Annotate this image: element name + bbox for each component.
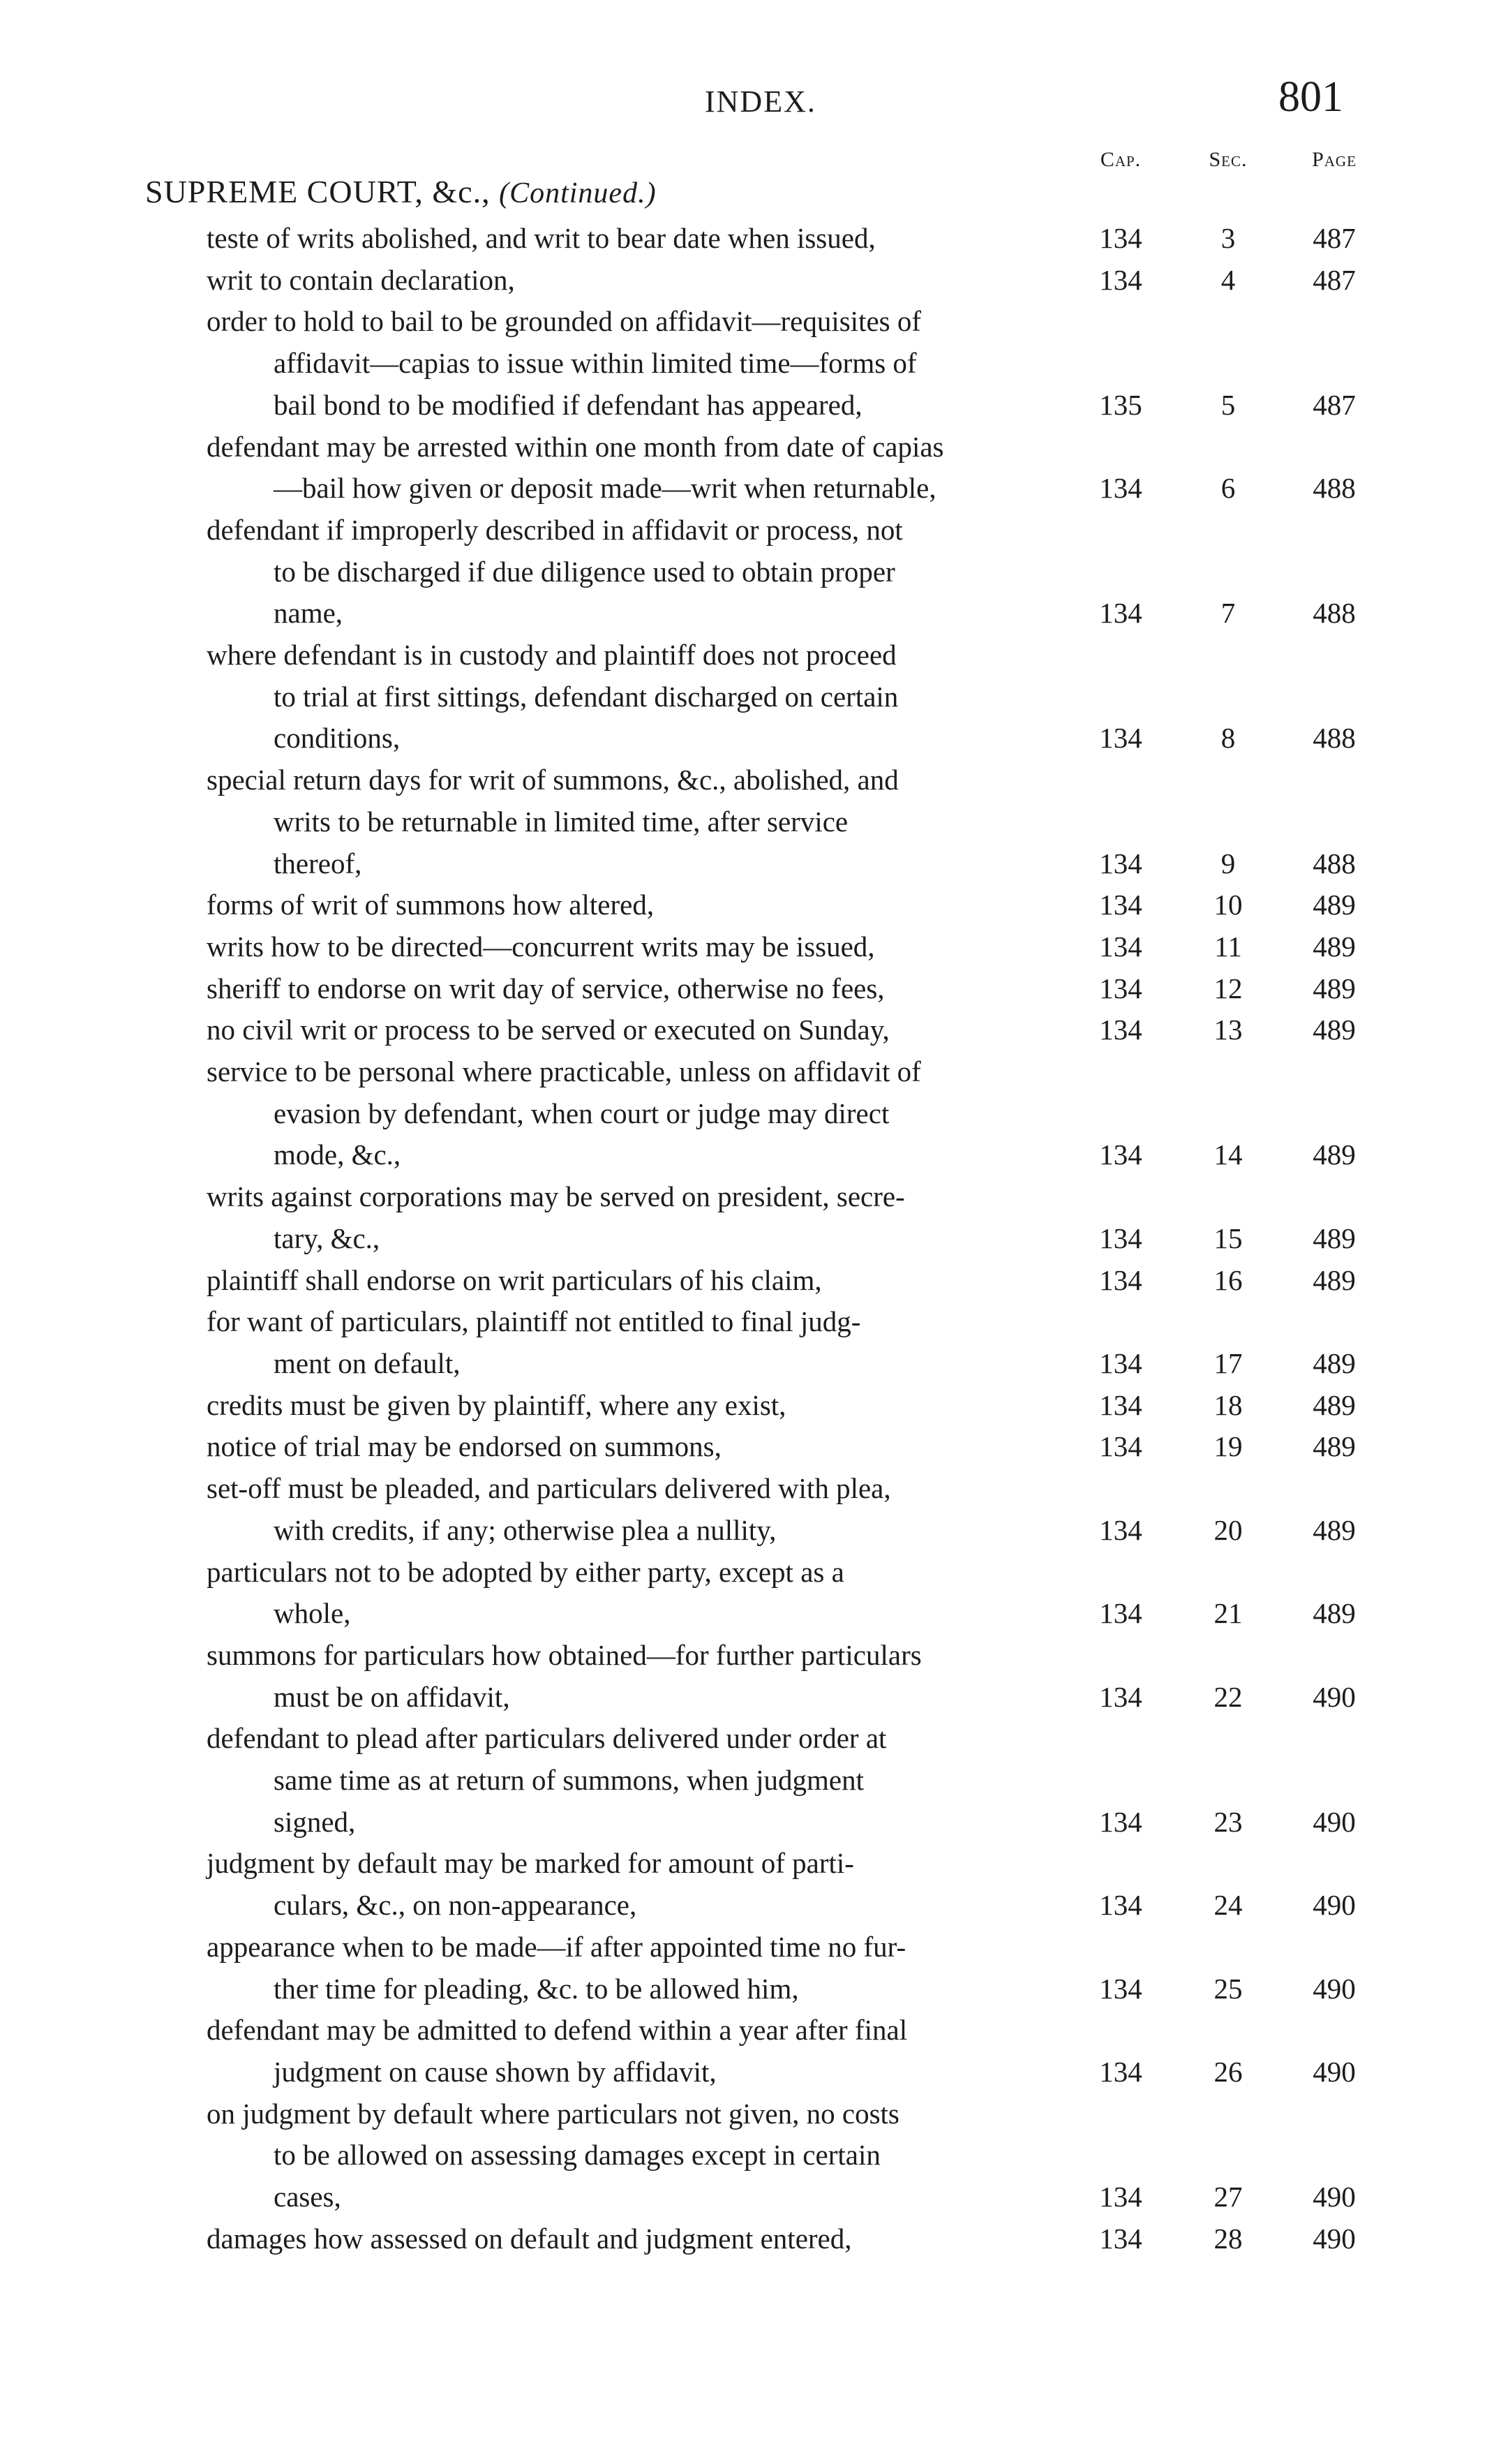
entry-page: 489 <box>1313 1263 1356 1296</box>
entry-page: 488 <box>1313 722 1356 755</box>
entry-sec: 14 <box>1214 1138 1243 1171</box>
entry-line: tary, &c., <box>274 1222 380 1254</box>
entry-line: to be allowed on assessing damages except in certain <box>274 2139 881 2172</box>
entry-sec: 16 <box>1214 1263 1243 1296</box>
index-entry <box>0 301 1501 426</box>
entry-page: 490 <box>1313 1972 1356 2005</box>
entry-line: writs how to be directed—concurrent writs may be issued, <box>207 930 875 963</box>
entry-line: sheriff to endorse on writ day of service, otherwise no fees, <box>207 972 885 1004</box>
entry-cap: 134 <box>1099 472 1142 505</box>
entry-cap: 134 <box>1099 263 1142 296</box>
entry-sec: 23 <box>1214 1805 1243 1838</box>
entry-sec: 27 <box>1214 2181 1243 2213</box>
entry-line: conditions, <box>274 722 401 755</box>
index-entry <box>0 1843 1501 1926</box>
entry-page: 487 <box>1313 388 1356 421</box>
entry-line: on judgment by default where particulars not given, no costs <box>207 2097 899 2130</box>
entry-sec: 5 <box>1220 388 1236 421</box>
entry-page: 488 <box>1313 472 1356 505</box>
entry-line: cases, <box>274 2181 341 2213</box>
entry-line: forms of writ of summons how altered, <box>207 889 655 921</box>
entry-line: defendant may be admitted to defend within a year after final <box>207 2014 908 2047</box>
entry-references <box>0 1802 1501 1843</box>
index-entry <box>0 926 1501 968</box>
entry-references <box>0 1510 1501 1552</box>
entry-line: damages how assessed on default and judgment entered, <box>207 2222 852 2255</box>
entry-page: 488 <box>1313 597 1356 630</box>
index-entry <box>0 1385 1501 1427</box>
entry-line: to be discharged if due diligence used to obtain proper <box>274 555 895 588</box>
entry-page: 488 <box>1313 847 1356 880</box>
entry-page: 489 <box>1313 1513 1356 1546</box>
entry-sec: 10 <box>1214 889 1243 921</box>
entry-line: where defendant is in custody and plaintiff does not proceed <box>207 639 897 671</box>
entry-sec: 22 <box>1214 1680 1243 1713</box>
section-continued: (Continued.) <box>499 177 657 209</box>
entry-line: —bail how given or deposit made—writ when returnable, <box>274 472 936 505</box>
entry-line: special return days for writ of summons, &c., abolished, and <box>207 764 899 796</box>
entry-references <box>0 1593 1501 1635</box>
index-entry <box>0 1301 1501 1384</box>
entry-line: no civil writ or process to be served or executed on Sunday, <box>207 1014 890 1046</box>
entry-sec: 12 <box>1214 972 1243 1004</box>
entry-references <box>0 968 1501 1010</box>
entry-references <box>0 1885 1501 1927</box>
index-entries <box>0 218 1501 2259</box>
entry-references <box>0 260 1501 302</box>
entry-references <box>0 926 1501 968</box>
entry-page: 490 <box>1313 2222 1356 2255</box>
entry-cap: 134 <box>1099 222 1142 255</box>
entry-line: order to hold to bail to be grounded on affidavit—requisites of <box>207 305 922 338</box>
entry-references <box>0 1009 1501 1051</box>
index-entry <box>0 510 1501 634</box>
entry-cap: 134 <box>1099 1014 1142 1046</box>
entry-references <box>0 1260 1501 1302</box>
entry-line: appearance when to be made—if after appointed time no fur- <box>207 1930 906 1963</box>
entry-references <box>0 1385 1501 1427</box>
entry-references <box>0 1134 1501 1176</box>
entry-line: mode, &c., <box>274 1138 401 1171</box>
entry-line: culars, &c., on non-appearance, <box>274 1889 637 1922</box>
entry-sec: 25 <box>1214 1972 1243 2005</box>
column-header-cap: Cap. <box>1100 148 1142 171</box>
entry-sec: 24 <box>1214 1889 1243 1922</box>
entry-line: teste of writs abolished, and writ to bear date when issued, <box>207 222 876 254</box>
entry-page: 490 <box>1313 2181 1356 2213</box>
entry-cap: 134 <box>1099 1263 1142 1296</box>
index-entry <box>0 884 1501 926</box>
entry-line: judgment by default may be marked for amount of parti- <box>207 1847 854 1880</box>
column-header-sec: Sec. <box>1209 148 1248 171</box>
entry-line: service to be personal where practicable, unless on affidavit of <box>207 1055 921 1088</box>
entry-cap: 134 <box>1099 1680 1142 1713</box>
entry-line: same time as at return of summons, when judgment <box>274 1764 865 1797</box>
entry-cap: 134 <box>1099 1805 1142 1838</box>
entry-references <box>0 2051 1501 2093</box>
entry-page: 487 <box>1313 263 1356 296</box>
entry-cap: 134 <box>1099 2181 1142 2213</box>
section-heading-text: SUPREME COURT, &c., <box>145 174 491 209</box>
entry-line: writs to be returnable in limited time, after service <box>274 805 849 838</box>
entry-page: 490 <box>1313 1889 1356 1922</box>
entry-cap: 134 <box>1099 2222 1142 2255</box>
entry-page: 490 <box>1313 1805 1356 1838</box>
entry-cap: 134 <box>1099 1972 1142 2005</box>
entry-references <box>0 1968 1501 2010</box>
entry-cap: 134 <box>1099 2055 1142 2088</box>
entry-cap: 134 <box>1099 1222 1142 1254</box>
entry-sec: 9 <box>1220 847 1236 880</box>
entry-cap: 134 <box>1099 1430 1142 1463</box>
entry-page: 489 <box>1313 889 1356 921</box>
entry-line: affidavit—capias to issue within limited time—forms of <box>274 347 917 380</box>
index-entry <box>0 1051 1501 1176</box>
entry-line: credits must be given by plaintiff, where any exist, <box>207 1388 786 1421</box>
entry-references <box>0 468 1501 510</box>
entry-sec: 11 <box>1214 930 1242 963</box>
entry-cap: 134 <box>1099 1138 1142 1171</box>
index-entry <box>0 1009 1501 1051</box>
page-title: INDEX. <box>705 84 816 119</box>
entry-line: whole, <box>274 1597 351 1630</box>
entry-references <box>0 1426 1501 1468</box>
entry-page: 489 <box>1313 1347 1356 1379</box>
index-entry <box>0 218 1501 260</box>
entry-sec: 20 <box>1214 1513 1243 1546</box>
entry-sec: 17 <box>1214 1347 1243 1379</box>
index-entry <box>0 1260 1501 1302</box>
index-entry <box>0 968 1501 1010</box>
entry-line: plaintiff shall endorse on writ particulars of his claim, <box>207 1263 822 1296</box>
entry-line: with credits, if any; otherwise plea a nullity, <box>274 1513 777 1546</box>
index-entry <box>0 2218 1501 2260</box>
entry-cap: 134 <box>1099 930 1142 963</box>
index-entry <box>0 634 1501 759</box>
entry-page: 490 <box>1313 1680 1356 1713</box>
entry-references <box>0 218 1501 260</box>
entry-cap: 135 <box>1099 388 1142 421</box>
entry-cap: 134 <box>1099 1513 1142 1546</box>
entry-page: 489 <box>1313 972 1356 1004</box>
entry-sec: 6 <box>1220 472 1236 505</box>
entry-references <box>0 2176 1501 2218</box>
index-entry <box>0 2010 1501 2093</box>
entry-cap: 134 <box>1099 847 1142 880</box>
index-entry <box>0 759 1501 884</box>
index-entry <box>0 1426 1501 1468</box>
index-entry <box>0 1718 1501 1843</box>
index-entry <box>0 1176 1501 1259</box>
entry-page: 489 <box>1313 1388 1356 1421</box>
entry-page: 489 <box>1313 1222 1356 1254</box>
entry-page: 489 <box>1313 930 1356 963</box>
entry-line: writs against corporations may be served on president, secre- <box>207 1180 905 1213</box>
entry-line: to trial at first sittings, defendant discharged on certain <box>274 680 899 713</box>
entry-line: notice of trial may be endorsed on summons, <box>207 1430 722 1463</box>
entry-line: thereof, <box>274 847 362 880</box>
entry-page: 487 <box>1313 222 1356 255</box>
entry-line: defendant may be arrested within one month from date of capias <box>207 430 944 463</box>
index-entry <box>0 260 1501 302</box>
index-entry <box>0 1635 1501 1718</box>
entry-sec: 15 <box>1214 1222 1243 1254</box>
entry-references <box>0 385 1501 426</box>
entry-line: defendant if improperly described in affidavit or process, not <box>207 513 903 546</box>
index-entry <box>0 1552 1501 1635</box>
entry-sec: 21 <box>1214 1597 1243 1630</box>
entry-line: writ to contain declaration, <box>207 263 515 296</box>
entry-line: defendant to plead after particulars delivered under order at <box>207 1722 887 1755</box>
column-header-page: Page <box>1312 148 1357 171</box>
entry-references <box>0 1677 1501 1719</box>
entry-references <box>0 1218 1501 1260</box>
entry-cap: 134 <box>1099 1388 1142 1421</box>
entry-cap: 134 <box>1099 1597 1142 1630</box>
entry-references <box>0 1343 1501 1385</box>
section-heading <box>145 173 657 210</box>
entry-cap: 134 <box>1099 972 1142 1004</box>
entry-sec: 19 <box>1214 1430 1243 1463</box>
entry-line: summons for particulars how obtained—for further particulars <box>207 1638 922 1671</box>
entry-sec: 13 <box>1214 1014 1243 1046</box>
entry-cap: 134 <box>1099 1889 1142 1922</box>
entry-sec: 4 <box>1220 263 1236 296</box>
entry-page: 489 <box>1313 1014 1356 1046</box>
page-number: 801 <box>1278 73 1343 121</box>
index-entry <box>0 1927 1501 2010</box>
index-entry <box>0 2093 1501 2218</box>
entry-page: 490 <box>1313 2055 1356 2088</box>
entry-line: particulars not to be adopted by either party, except as a <box>207 1555 844 1588</box>
entry-cap: 134 <box>1099 1347 1142 1379</box>
entry-sec: 7 <box>1220 597 1236 630</box>
entry-sec: 3 <box>1220 222 1236 255</box>
entry-cap: 134 <box>1099 597 1142 630</box>
entry-sec: 18 <box>1214 1388 1243 1421</box>
entry-references <box>0 884 1501 926</box>
entry-cap: 134 <box>1099 722 1142 755</box>
entry-sec: 28 <box>1214 2222 1243 2255</box>
entry-line: judgment on cause shown by affidavit, <box>274 2055 717 2088</box>
entry-page: 489 <box>1313 1138 1356 1171</box>
entry-cap: 134 <box>1099 889 1142 921</box>
entry-references <box>0 2218 1501 2260</box>
entry-line: ment on default, <box>274 1346 461 1379</box>
entry-line: set-off must be pleaded, and particulars delivered with plea, <box>207 1472 891 1505</box>
entry-line: evasion by defendant, when court or judge may direct <box>274 1097 890 1129</box>
entry-sec: 26 <box>1214 2055 1243 2088</box>
entry-line: for want of particulars, plaintiff not entitled to final judg- <box>207 1305 861 1338</box>
entry-page: 489 <box>1313 1597 1356 1630</box>
entry-references <box>0 843 1501 885</box>
entry-references <box>0 718 1501 759</box>
entry-page: 489 <box>1313 1430 1356 1463</box>
index-entry <box>0 1468 1501 1551</box>
index-entry <box>0 426 1501 510</box>
entry-line: ther time for pleading, &c. to be allowed him, <box>274 1972 799 2005</box>
entry-line: must be on affidavit, <box>274 1680 510 1713</box>
entry-line: bail bond to be modified if defendant has appeared, <box>274 388 862 421</box>
entry-sec: 8 <box>1220 722 1236 755</box>
entry-references <box>0 593 1501 634</box>
entry-line: name, <box>274 597 343 630</box>
entry-line: signed, <box>274 1805 356 1838</box>
